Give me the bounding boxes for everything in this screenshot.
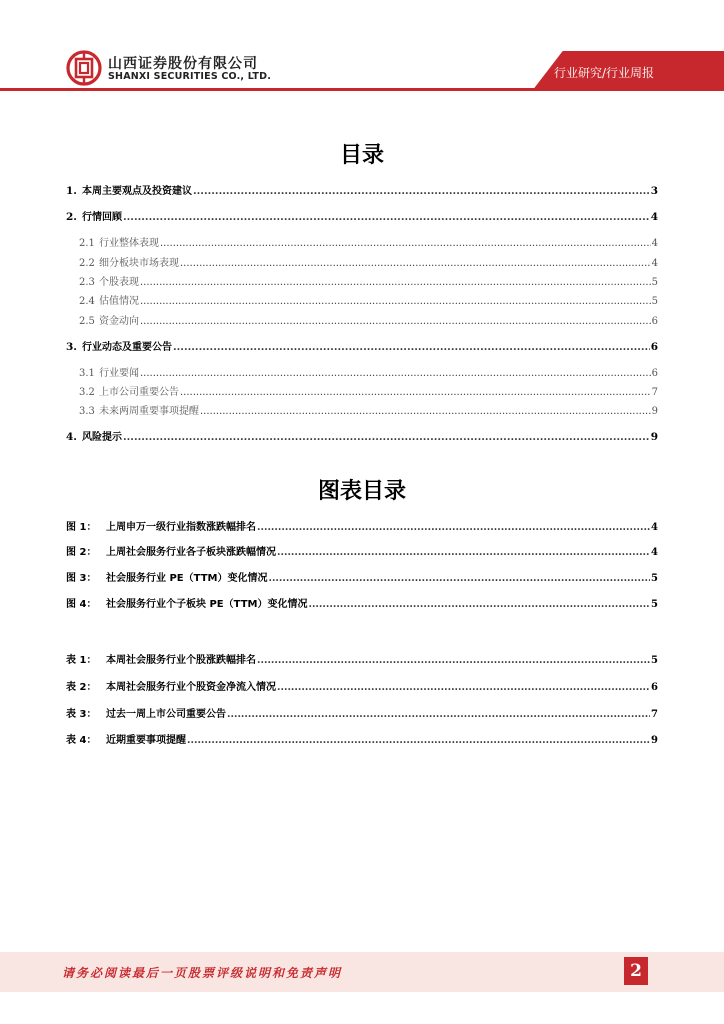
toc-label: 行业动态及重要公告 — [82, 342, 172, 353]
toc-title: 目录 — [339, 143, 384, 168]
dot-leader — [160, 238, 651, 249]
figures-title: 图表目录 — [317, 479, 406, 504]
figure-number: 图 4： — [66, 599, 97, 610]
company-name-en: SHANXI SECURITIES CO., LTD. — [108, 71, 272, 82]
toc-entry[interactable] — [79, 383, 658, 399]
toc-number: 2. — [66, 211, 77, 223]
dot-leader — [200, 406, 651, 417]
toc-page-number: 5 — [651, 277, 658, 288]
table-number: 表 2： — [66, 682, 97, 693]
shanxi-securities-logo-icon — [66, 50, 102, 86]
table-page-number: 7 — [651, 709, 658, 720]
report-category: 行业研究/行业周报 — [554, 66, 655, 80]
table-entry[interactable] — [66, 678, 658, 694]
dot-leader — [257, 655, 650, 666]
figure-entry[interactable] — [66, 569, 658, 585]
toc-label: 本周主要观点及投资建议 — [82, 186, 192, 197]
dot-leader — [193, 185, 650, 197]
dot-leader — [308, 599, 650, 610]
page-number: 2 — [624, 957, 648, 985]
dot-leader — [277, 547, 650, 558]
toc-entry[interactable] — [79, 292, 658, 308]
table-page-number: 6 — [651, 682, 658, 693]
table-label: 过去一周上市公司重要公告 — [106, 709, 226, 720]
figure-entry[interactable] — [66, 518, 658, 534]
figure-label: 上周申万一级行业指数涨跌幅排名 — [106, 522, 256, 533]
page-header — [0, 0, 724, 100]
toc-entry[interactable] — [79, 402, 658, 418]
toc-page-number: 4 — [651, 258, 658, 269]
dot-leader — [140, 277, 651, 288]
toc-page-number: 6 — [650, 341, 658, 353]
disclaimer-text: 请务必阅读最后一页股票评级说明和免责声明 — [62, 966, 343, 980]
figure-entry[interactable] — [66, 543, 658, 559]
figure-label: 上周社会服务行业各子板块涨跌幅情况 — [106, 547, 276, 558]
figure-page-number: 4 — [651, 522, 658, 533]
toc-number: 3.3 — [79, 406, 95, 417]
toc-entry[interactable] — [66, 182, 658, 198]
company-name-cn: 山西证券股份有限公司 — [108, 56, 258, 72]
toc-number: 2.5 — [79, 316, 95, 327]
toc-page-number: 3 — [650, 185, 658, 197]
toc-number: 4. — [66, 431, 77, 443]
toc-label: 资金动向 — [99, 316, 139, 327]
dot-leader — [277, 682, 650, 693]
dot-leader — [227, 709, 650, 720]
toc-page-number: 7 — [651, 387, 658, 398]
dot-leader — [140, 296, 651, 307]
table-number: 表 1： — [66, 655, 97, 666]
table-label: 本周社会服务行业个股涨跌幅排名 — [106, 655, 256, 666]
toc-entry[interactable] — [66, 428, 658, 444]
figure-page-number: 5 — [651, 599, 658, 610]
dot-leader — [173, 341, 650, 353]
toc-label: 个股表现 — [99, 277, 139, 288]
toc-label: 未来两周重要事项提醒 — [99, 406, 199, 417]
toc-label: 行情回顾 — [82, 212, 122, 223]
toc-number: 2.1 — [79, 238, 95, 249]
toc-page-number: 6 — [651, 368, 658, 379]
dot-leader — [257, 522, 650, 533]
toc-page-number: 9 — [650, 431, 658, 443]
toc-label: 上市公司重要公告 — [99, 387, 179, 398]
toc-entry[interactable] — [79, 312, 658, 328]
table-number: 表 3： — [66, 709, 97, 720]
toc-entry[interactable] — [66, 208, 658, 224]
figure-page-number: 5 — [651, 573, 658, 584]
toc-page-number: 5 — [651, 296, 658, 307]
toc-label: 风险提示 — [82, 432, 122, 443]
figure-entry[interactable] — [66, 595, 658, 611]
dot-leader — [140, 368, 651, 379]
dot-leader — [123, 431, 650, 443]
toc-entry[interactable] — [79, 254, 658, 270]
dot-leader — [180, 258, 651, 269]
table-page-number: 5 — [651, 655, 658, 666]
table-label: 本周社会服务行业个股资金净流入情况 — [106, 682, 276, 693]
figure-page-number: 4 — [651, 547, 658, 558]
figure-label: 社会服务行业个子板块 PE（TTM）变化情况 — [106, 599, 308, 610]
toc-label: 行业要闻 — [99, 368, 139, 379]
table-label: 近期重要事项提醒 — [106, 735, 186, 746]
toc-entry[interactable] — [66, 338, 658, 354]
toc-number: 3. — [66, 341, 77, 353]
toc-page-number: 9 — [651, 406, 658, 417]
toc-label: 行业整体表现 — [99, 238, 159, 249]
toc-entry[interactable] — [79, 273, 658, 289]
toc-number: 2.3 — [79, 277, 95, 288]
figure-number: 图 2： — [66, 547, 97, 558]
toc-number: 3.1 — [79, 368, 95, 379]
toc-number: 3.2 — [79, 387, 95, 398]
table-entry[interactable] — [66, 731, 658, 747]
dot-leader — [180, 387, 651, 398]
table-page-number: 9 — [651, 735, 658, 746]
table-entry[interactable] — [66, 705, 658, 721]
toc-number: 2.4 — [79, 296, 95, 307]
toc-page-number: 4 — [650, 211, 658, 223]
figure-number: 图 3： — [66, 573, 97, 584]
toc-entry[interactable] — [79, 364, 658, 380]
toc-number: 1. — [66, 185, 77, 197]
figure-number: 图 1： — [66, 522, 97, 533]
toc-page-number: 6 — [651, 316, 658, 327]
toc-label: 细分板块市场表现 — [99, 258, 179, 269]
toc-label: 估值情况 — [99, 296, 139, 307]
table-number: 表 4： — [66, 735, 97, 746]
toc-entry[interactable] — [79, 234, 658, 250]
figure-label: 社会服务行业 PE（TTM）变化情况 — [106, 573, 268, 584]
dot-leader — [123, 211, 650, 223]
dot-leader — [140, 316, 651, 327]
toc-page-number: 4 — [651, 238, 658, 249]
table-entry[interactable] — [66, 651, 658, 667]
dot-leader — [268, 573, 650, 584]
dot-leader — [187, 735, 650, 746]
toc-number: 2.2 — [79, 258, 95, 269]
